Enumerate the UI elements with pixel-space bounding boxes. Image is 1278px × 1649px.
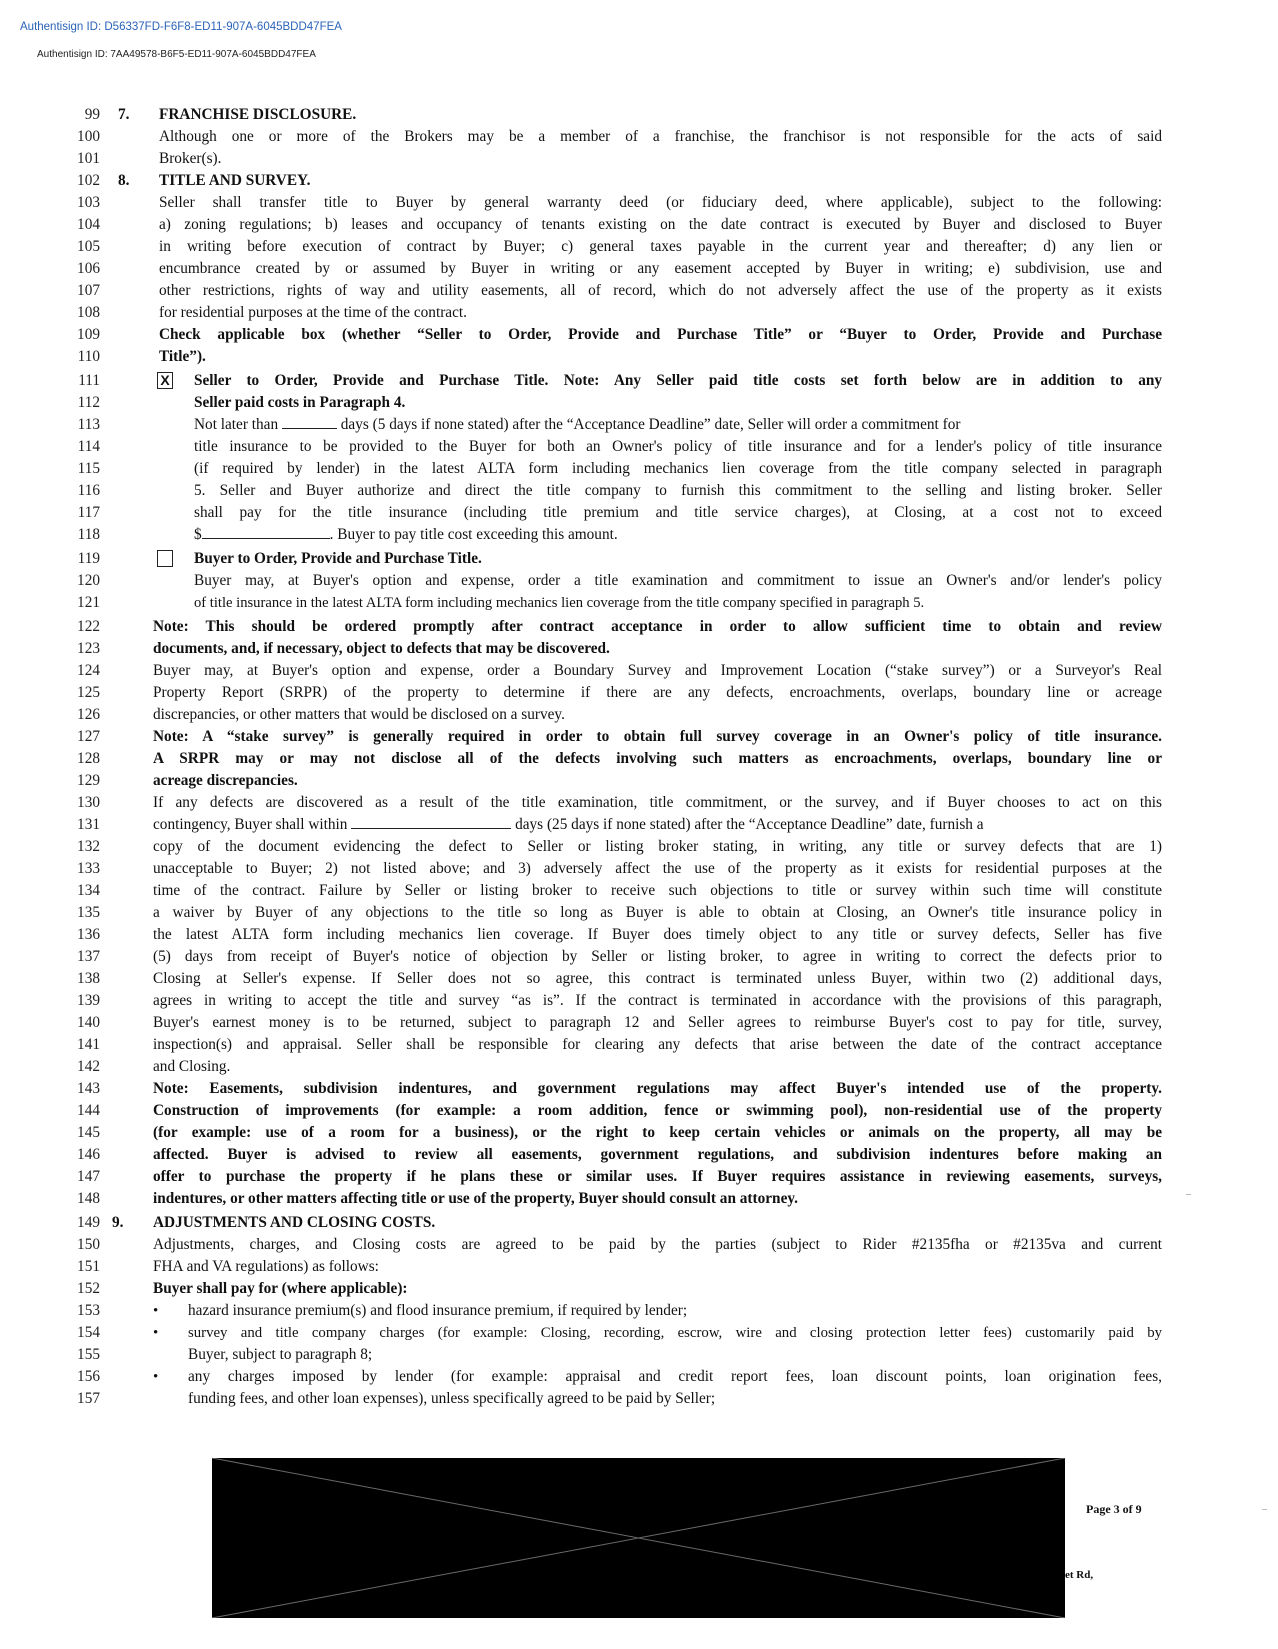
line-99 <box>0 104 1278 126</box>
paragraph-text: funding fees, and other loan expenses), unless specifically agreed to be paid by Seller; <box>188 1390 716 1407</box>
dollar-sign: $ <box>194 526 202 543</box>
section-7-title: FRANCHISE DISCLOSURE. <box>159 106 357 123</box>
line-137 <box>0 946 1278 968</box>
paragraph-text: Title”). <box>159 348 206 365</box>
paragraph-text: Closing at Seller's expense. If Seller does not so agree, this contract is terminated unless Buyer, within two (2) additional days, <box>153 970 1162 987</box>
line-number: 153 <box>77 1302 100 1319</box>
line-110 <box>0 346 1278 368</box>
line-number: 111 <box>78 372 100 389</box>
line-115 <box>0 458 1278 480</box>
objection-days-blank-field[interactable] <box>351 814 511 829</box>
paragraph-text: Seller shall transfer title to Buyer by general warranty deed (or fiduciary deed, where applicable), subject to the following: <box>159 194 1162 211</box>
line-number: 108 <box>77 304 100 321</box>
line-100 <box>0 126 1278 148</box>
paragraph-text: Check applicable box (whether “Seller to Order, Provide and Purchase Title” or “Buyer to Order, Provide and Purchase <box>159 326 1162 343</box>
line-118 <box>0 524 1278 546</box>
line-number: 121 <box>77 594 100 611</box>
line-124 <box>0 660 1278 682</box>
line-111 <box>0 370 1278 392</box>
section-8-title: TITLE AND SURVEY. <box>159 172 311 189</box>
line-127 <box>0 726 1278 748</box>
paragraph-text: Note: This should be ordered promptly after contract acceptance in order to allow sufficient time to obtain and review <box>153 618 1162 635</box>
line-134 <box>0 880 1278 902</box>
paragraph-text: hazard insurance premium(s) and flood insurance premium, if required by lender; <box>188 1302 688 1319</box>
line-152 <box>0 1278 1278 1300</box>
paragraph-text: unacceptable to Buyer; 2) not listed above; and 3) adversely affect the use of the property as it exists for residential purposes at the <box>153 860 1162 877</box>
line-101 <box>0 148 1278 170</box>
line-number: 151 <box>77 1258 100 1275</box>
line-126 <box>0 704 1278 726</box>
line-108 <box>0 302 1278 324</box>
paragraph-text: Seller paid costs in Paragraph 4. <box>194 394 406 411</box>
paragraph-text: documents, and, if necessary, object to defects that may be discovered. <box>153 640 610 657</box>
line-119 <box>0 548 1278 570</box>
line-number: 137 <box>77 948 100 965</box>
line-142 <box>0 1056 1278 1078</box>
line-number: 154 <box>77 1324 100 1341</box>
line-133 <box>0 858 1278 880</box>
line-number: 139 <box>77 992 100 1009</box>
paragraph-text: offer to purchase the property if he plans these or similar uses. If Buyer requires assistance in reviewing easements, surveys, <box>153 1168 1162 1185</box>
text-fragment: days (25 days if none stated) after the “Acceptance Deadline” date, furnish a <box>515 816 984 833</box>
paragraph-text: Buyer may, at Buyer's option and expense, order a title examination and commitment to issue an Owner's and/or lender's policy <box>194 572 1162 589</box>
line-148 <box>0 1188 1278 1210</box>
line-104 <box>0 214 1278 236</box>
title-cost-blank-field[interactable] <box>202 524 330 539</box>
redacted-footer-block <box>212 1458 1065 1618</box>
line-120 <box>0 570 1278 592</box>
line-138 <box>0 968 1278 990</box>
line-number: 129 <box>77 772 100 789</box>
bullet-icon: • <box>153 1369 159 1385</box>
line-number: 147 <box>77 1168 100 1185</box>
paragraph-text: Seller to Order, Provide and Purchase Title. Note: Any Seller paid title costs set forth below are in addition to any <box>194 372 1162 389</box>
line-147 <box>0 1166 1278 1188</box>
line-154 <box>0 1322 1278 1344</box>
paragraph-text: FHA and VA regulations) as follows: <box>153 1258 379 1275</box>
line-number: 143 <box>77 1080 100 1097</box>
paragraph-text: the latest ALTA form including mechanics lien coverage. If Buyer does timely object to any title or survey defects, Seller has five <box>153 926 1162 943</box>
paragraph-text: copy of the document evidencing the defect to Seller or listing broker stating, in writing, any title or survey defects that are 1) <box>153 838 1162 855</box>
line-number: 152 <box>77 1280 100 1297</box>
section-9-number: 9. <box>112 1214 124 1231</box>
line-number: 130 <box>77 794 100 811</box>
paragraph-text: and Closing. <box>153 1058 231 1075</box>
scan-mark <box>1186 1194 1191 1195</box>
paragraph-text: a waiver by Buyer of any objections to the title so long as Buyer is able to obtain at Closing, an Owner's title insurance policy in <box>153 904 1162 921</box>
scan-mark <box>1262 1509 1267 1510</box>
line-131 <box>0 814 1278 836</box>
line-number: 119 <box>77 550 100 567</box>
line-157 <box>0 1388 1278 1410</box>
paragraph-text: Although one or more of the Brokers may be a member of a franchise, the franchisor is not responsible for the acts of said <box>159 128 1162 145</box>
line-number: 144 <box>77 1102 100 1119</box>
line-128 <box>0 748 1278 770</box>
address-fragment: et Rd, <box>1065 1569 1094 1581</box>
paragraph-text: Broker(s). <box>159 150 222 167</box>
section-9-title: ADJUSTMENTS AND CLOSING COSTS. <box>153 1214 436 1231</box>
line-number: 134 <box>77 882 100 899</box>
line-number: 105 <box>77 238 100 255</box>
line-number: 128 <box>77 750 100 767</box>
line-143 <box>0 1078 1278 1100</box>
line-155 <box>0 1344 1278 1366</box>
line-number: 101 <box>77 150 100 167</box>
paragraph-text: survey and title company charges (for example: Closing, recording, escrow, wire and closing protection letter fees) customarily paid by <box>188 1325 1162 1341</box>
line-number: 112 <box>77 394 100 411</box>
line-105 <box>0 236 1278 258</box>
line-132 <box>0 836 1278 858</box>
line-112 <box>0 392 1278 414</box>
line-number: 106 <box>77 260 100 277</box>
paragraph-text: (5) days from receipt of Buyer's notice of objection by Seller or listing broker, to agree in writing to correct the defects prior to <box>153 948 1162 965</box>
line-number: 122 <box>77 618 100 635</box>
page-number: Page 3 of 9 <box>1086 1502 1142 1516</box>
line-number: 113 <box>77 416 100 433</box>
line-113 <box>0 414 1278 436</box>
line-number: 133 <box>77 860 100 877</box>
bullet-icon: • <box>153 1303 159 1319</box>
line-number: 126 <box>77 706 100 723</box>
line-number: 140 <box>77 1014 100 1031</box>
line-number: 117 <box>77 504 100 521</box>
line-number: 127 <box>77 728 100 745</box>
paragraph-text: Note: Easements, subdivision indentures, and government regulations may affect Buyer's intended use of the property. <box>153 1080 1162 1097</box>
line-150 <box>0 1234 1278 1256</box>
line-number: 155 <box>77 1346 100 1363</box>
line-number: 141 <box>77 1036 100 1053</box>
section-7-number: 7. <box>118 106 130 123</box>
paragraph-text: other restrictions, rights of way and utility easements, all of record, which do not adversely affect the use of the property as it exists <box>159 282 1162 299</box>
paragraph-text <box>153 814 1162 836</box>
line-145 <box>0 1122 1278 1144</box>
line-156 <box>0 1366 1278 1388</box>
line-130 <box>0 792 1278 814</box>
line-121 <box>0 592 1278 614</box>
line-number: 146 <box>77 1146 100 1163</box>
line-129 <box>0 770 1278 792</box>
authentisign-id-primary: Authentisign ID: D56337FD-F6F8-ED11-907A-6045BDD47FEA <box>20 21 342 33</box>
line-number: 145 <box>77 1124 100 1141</box>
line-number: 109 <box>77 326 100 343</box>
paragraph-text: Buyer's earnest money is to be returned, subject to paragraph 12 and Seller agrees to reimburse Buyer's cost to pay for title, survey, <box>153 1014 1162 1031</box>
buyer-title-checkbox[interactable] <box>157 550 173 567</box>
line-116 <box>0 480 1278 502</box>
line-102 <box>0 170 1278 192</box>
paragraph-text <box>194 524 1162 546</box>
paragraph-text: Buyer to Order, Provide and Purchase Title. <box>194 550 482 567</box>
paragraph-text: If any defects are discovered as a result of the title examination, title commitment, or the survey, and if Buyer chooses to act on this <box>153 794 1162 811</box>
line-135 <box>0 902 1278 924</box>
line-114 <box>0 436 1278 458</box>
line-number: 104 <box>77 216 100 233</box>
line-146 <box>0 1144 1278 1166</box>
line-number: 136 <box>77 926 100 943</box>
line-number: 120 <box>77 572 100 589</box>
line-117 <box>0 502 1278 524</box>
paragraph-text: shall pay for the title insurance (including title premium and title service charges), at Closing, at a cost not to exceed <box>194 504 1162 521</box>
paragraph-text: agrees in writing to accept the title and survey “as is”. If the contract is terminated in accordance with the provisions of this paragraph, <box>153 992 1162 1009</box>
paragraph-text: indentures, or other matters affecting title or use of the property, Buyer should consult an attorney. <box>153 1190 798 1207</box>
paragraph-text: time of the contract. Failure by Seller or listing broker to receive such objections to title or survey within such time will constitute <box>153 882 1162 899</box>
line-107 <box>0 280 1278 302</box>
paragraph-text: encumbrance created by or assumed by Buyer in writing or any easement accepted by Buyer in writing; e) subdivision, use and <box>159 260 1162 277</box>
text-fragment: days (5 days if none stated) after the “Acceptance Deadline” date, Seller will order a commitment for <box>340 416 961 433</box>
paragraph-text: Buyer, subject to paragraph 8; <box>188 1346 373 1363</box>
paragraph-text: a) zoning regulations; b) leases and occupancy of tenants existing on the date contract is executed by Buyer and disclosed to Buyer <box>159 216 1162 233</box>
paragraph-text: acreage discrepancies. <box>153 772 298 789</box>
paragraph-text: (for example: use of a room for a business), or the right to keep certain vehicles or animals on the property, all may be <box>153 1124 1162 1141</box>
line-139 <box>0 990 1278 1012</box>
line-103 <box>0 192 1278 214</box>
days-blank-field[interactable] <box>282 414 337 429</box>
line-number: 107 <box>77 282 100 299</box>
paragraph-text: Note: A “stake survey” is generally required in order to obtain full survey coverage in an Owner's policy of title insurance. <box>153 728 1162 745</box>
line-number: 148 <box>77 1190 100 1207</box>
line-number: 157 <box>77 1390 100 1407</box>
paragraph-text: discrepancies, or other matters that would be disclosed on a survey. <box>153 706 565 723</box>
line-125 <box>0 682 1278 704</box>
section-8-number: 8. <box>118 172 130 189</box>
paragraph-text: for residential purposes at the time of the contract. <box>159 304 467 321</box>
line-number: 116 <box>77 482 100 499</box>
paragraph-text: affected. Buyer is advised to review all easements, government regulations, and subdivision indentures before making an <box>153 1146 1162 1163</box>
line-153 <box>0 1300 1278 1322</box>
line-number: 124 <box>77 662 100 679</box>
line-number: 118 <box>77 526 100 543</box>
line-number: 100 <box>77 128 100 145</box>
paragraph-text: in writing before execution of contract by Buyer; c) general taxes payable in the current year and thereafter; d) any lien or <box>159 238 1162 255</box>
line-122 <box>0 616 1278 638</box>
line-149 <box>0 1212 1278 1234</box>
line-109 <box>0 324 1278 346</box>
text-fragment: contingency, Buyer shall within <box>153 816 348 833</box>
line-number: 125 <box>77 684 100 701</box>
paragraph-text: inspection(s) and appraisal. Seller shall be responsible for clearing any defects that arise between the date of the contract acceptance <box>153 1036 1162 1053</box>
line-number: 135 <box>77 904 100 921</box>
text-fragment: . Buyer to pay title cost exceeding this amount. <box>329 526 618 543</box>
seller-title-checkbox[interactable]: X <box>157 372 173 389</box>
redaction-cross-icon <box>212 1458 1065 1618</box>
paragraph-text: of title insurance in the latest ALTA form including mechanics lien coverage from the title company specified in paragraph 5. <box>194 595 925 611</box>
line-141 <box>0 1034 1278 1056</box>
line-number: 123 <box>77 640 100 657</box>
line-number: 114 <box>77 438 100 455</box>
paragraph-text <box>194 414 1162 436</box>
line-123 <box>0 638 1278 660</box>
text-fragment: Not later than <box>194 416 279 433</box>
line-136 <box>0 924 1278 946</box>
line-151 <box>0 1256 1278 1278</box>
paragraph-text: (if required by lender) in the latest ALTA form including mechanics lien coverage from the title company selected in paragraph <box>194 460 1162 477</box>
line-number: 138 <box>77 970 100 987</box>
paragraph-text: Construction of improvements (for example: a room addition, fence or swimming pool), non-residential use of the property <box>153 1102 1162 1119</box>
line-number: 131 <box>77 816 100 833</box>
line-number: 132 <box>77 838 100 855</box>
bullet-icon: • <box>153 1325 159 1341</box>
line-number: 156 <box>77 1368 100 1385</box>
paragraph-text: any charges imposed by lender (for example: appraisal and credit report fees, loan discount points, loan origination fees, <box>188 1368 1162 1385</box>
paragraph-text: 5. Seller and Buyer authorize and direct the title company to furnish this commitment to the selling and listing broker. Seller <box>194 482 1162 499</box>
authentisign-id-secondary: Authentisign ID: 7AA49578-B6F5-ED11-907A-6045BDD47FEA <box>37 49 316 60</box>
line-number: 142 <box>77 1058 100 1075</box>
line-number: 150 <box>77 1236 100 1253</box>
paragraph-text: Buyer shall pay for (where applicable): <box>153 1280 408 1297</box>
paragraph-text: A SRPR may or may not disclose all of the defects involving such matters as encroachments, overlaps, boundary line or <box>153 750 1162 767</box>
paragraph-text: title insurance to be provided to the Buyer for both an Owner's policy of title insurance and for a lender's policy of title insurance <box>194 438 1162 455</box>
line-number: 103 <box>77 194 100 211</box>
line-number: 115 <box>77 460 100 477</box>
line-number: 102 <box>77 172 100 189</box>
line-144 <box>0 1100 1278 1122</box>
line-number: 99 <box>84 106 100 123</box>
line-140 <box>0 1012 1278 1034</box>
line-number: 110 <box>77 348 100 365</box>
paragraph-text: Buyer may, at Buyer's option and expense, order a Boundary Survey and Improvement Location (“stake survey”) or a Surveyor's Real <box>153 662 1162 679</box>
paragraph-text: Property Report (SRPR) of the property to determine if there are any defects, encroachments, overlaps, boundary line or acreage <box>153 684 1162 701</box>
line-number: 149 <box>77 1214 100 1231</box>
line-106 <box>0 258 1278 280</box>
paragraph-text: Adjustments, charges, and Closing costs are agreed to be paid by the parties (subject to Rider #2135fha or #2135va and current <box>153 1236 1162 1253</box>
